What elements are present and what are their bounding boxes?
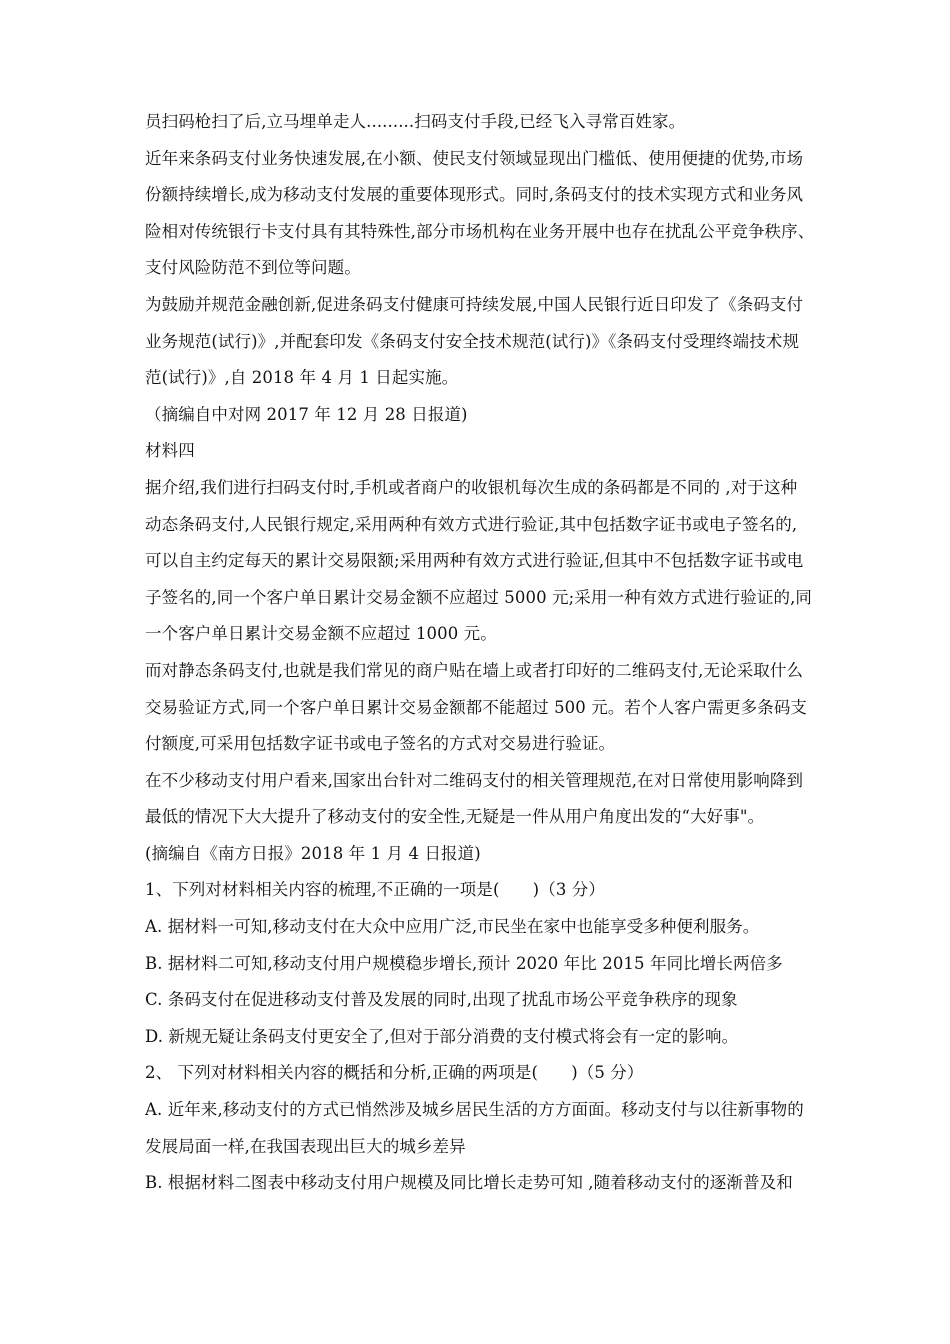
source-note: (摘编自《南方日报》2018 年 1 月 4 日报道) — [145, 843, 481, 863]
question-2: 2、 下列对材料相关内容的概括和分析,正确的两项是( )（5 分） — [145, 1063, 644, 1083]
question-1-option-a: A. 据材料一可知,移动支付在大众中应用广泛,市民坐在家中也能享受多种便利服务。 — [145, 917, 760, 937]
text-line: 支付风险防范不到位等问题。 — [145, 258, 361, 278]
text-line: 子签名的,同一个客户单日累计交易金额不应超过 5000 元;采用一种有效方式进行验证的,同 — [145, 587, 813, 607]
text-line: 动态条码支付,人民银行规定,采用两种有效方式进行验证,其中包括数字证书或电子签名的, — [145, 514, 798, 534]
text-line: 范(试行)》,自 2018 年 4 月 1 日起实施。 — [145, 368, 459, 388]
document-body — [145, 104, 813, 1202]
question-2-option-b: B. 根据材料二图表中移动支付用户规模及同比增长走势可知 ,随着移动支付的逐渐普及和 — [145, 1173, 793, 1193]
question-1-option-c: C. 条码支付在促进移动支付普及发展的同时,出现了扰乱市场公平竞争秩序的现象 — [145, 990, 738, 1010]
text-line: 为鼓励并规范金融创新,促进条码支付健康可持续发展,中国人民银行近日印发了《条码支付 — [145, 294, 804, 314]
text-line: 可以自主约定每天的累计交易限额;采用两种有效方式进行验证,但其中不包括数字证书或电 — [145, 551, 804, 571]
question-1: 1、下列对材料相关内容的梳理,不正确的一项是( )（3 分） — [145, 880, 605, 900]
text-line: 业务规范(试行)》,并配套印发《条码支付安全技术规范(试行)》《条码支付受理终端技术规 — [145, 331, 800, 351]
text-line: 最低的情况下大大提升了移动支付的安全性,无疑是一件从用户角度出发的“大好事"。 — [145, 807, 765, 827]
question-2-option-a: A. 近年来,移动支付的方式已悄然涉及城乡居民生活的方方面面。移动支付与以往新事物的 — [145, 1100, 804, 1120]
question-1-option-d: D. 新规无疑让条码支付更安全了,但对于部分消费的支付模式将会有一定的影响。 — [145, 1026, 739, 1046]
question-2-option-a-cont: 发展局面一样,在我国表现出巨大的城乡差异 — [145, 1136, 466, 1156]
text-line: 在不少移动支付用户看来,国家出台针对二维码支付的相关管理规范,在对日常使用影响降到 — [145, 770, 804, 790]
text-line: 付额度,可采用包括数字证书或电子签名的方式对交易进行验证。 — [145, 734, 616, 754]
text-line: 而对静态条码支付,也就是我们常见的商户贴在墙上或者打印好的二维码支付,无论采取什么 — [145, 660, 804, 680]
section-heading: 材料四 — [145, 441, 195, 461]
text-line: 近年来条码支付业务快速发展,在小额、使民支付领域显现出门槛低、使用便捷的优势,市场 — [145, 148, 804, 168]
text-line: 据介绍,我们进行扫码支付时,手机或者商户的收银机每次生成的条码都是不同的 ,对于这种 — [145, 477, 798, 497]
text-line: 险相对传统银行卡支付具有其特殊性,部分市场机构在业务开展中也存在扰乱公平竞争秩序、 — [145, 221, 815, 241]
text-line: 一个客户单日累计交易金额不应超过 1000 元。 — [145, 624, 497, 644]
question-1-option-b: B. 据材料二可知,移动支付用户规模稳步增长,预计 2020 年比 2015 年同比增长两倍多 — [145, 953, 783, 973]
source-note: （摘编自中对网 2017 年 12 月 28 日报道) — [145, 404, 468, 424]
text-line: 份额持续增长,成为移动支付发展的重要体现形式。同时,条码支付的技术实现方式和业务风 — [145, 185, 804, 205]
text-line: 员扫码枪扫了后,立马埋单走人.........扫码支付手段,已经飞入寻常百姓家。 — [145, 112, 686, 131]
text-line: 交易验证方式,同一个客户单日累计交易金额都不能超过 500 元。若个人客户需更多条码支 — [145, 697, 808, 717]
